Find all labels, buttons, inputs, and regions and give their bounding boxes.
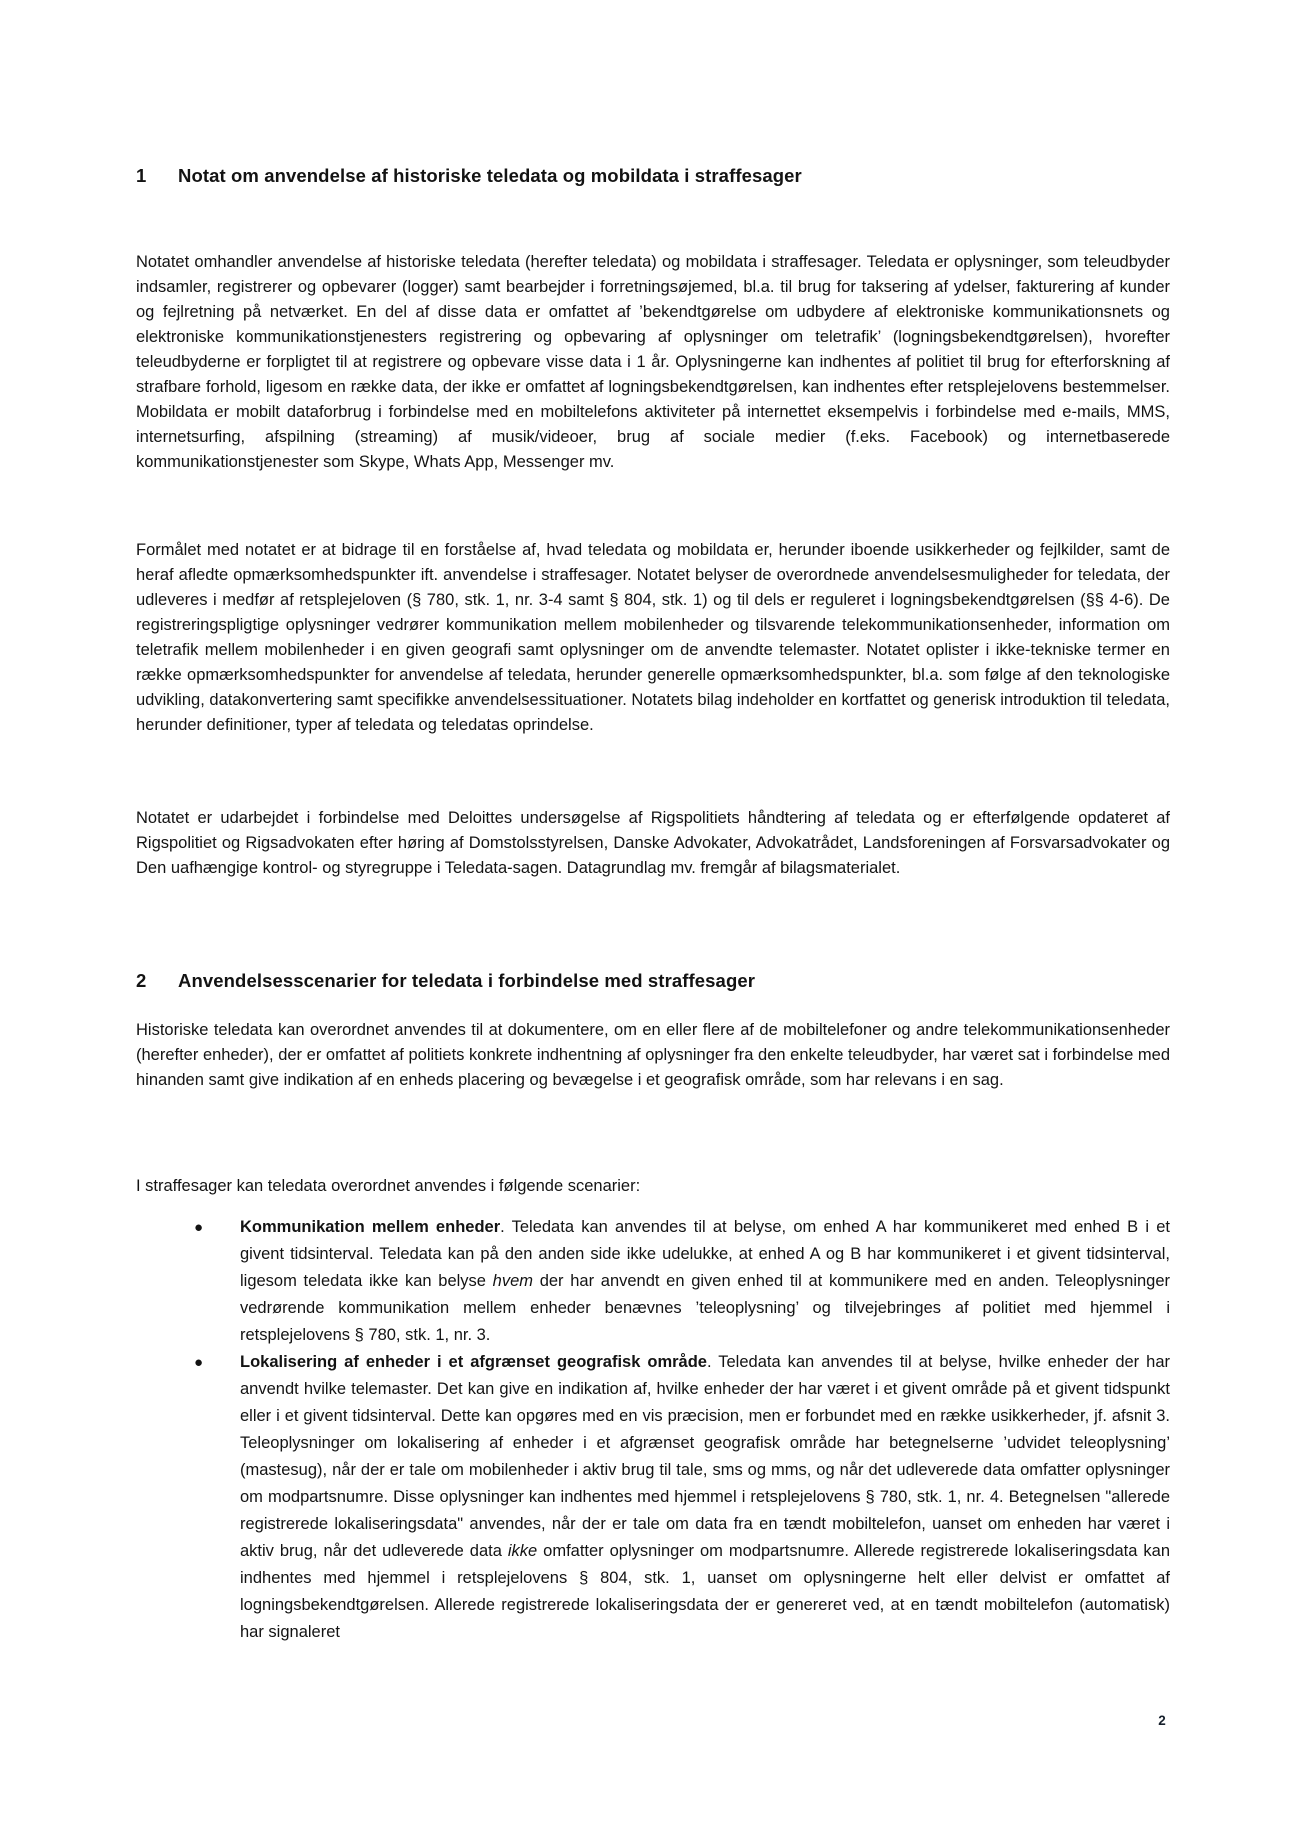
list-item-localization <box>194 1349 1170 1646</box>
paragraph-origin: Notatet er udarbejdet i forbindelse med Deloittes undersøgelse af Rigspolitiets håndtering af teledata og er efterfølgende opdateret af Rigspolitiet og Rigsadvokaten efter høring af Domstolsstyrelsen, Danske Advokater, Advokatrådet, Landsforeningen af Forsvarsadvokater og Den uafhængige kontrol- og styregruppe i Teledata-sagen. Datagrundlag mv. fremgår af bilagsmaterialet. <box>136 809 1170 877</box>
list-item-text: omfatter oplysninger om modpartsnumre. Allerede registrerede lokaliseringsdata kan indhentes med hjemmel i retsplejelovens § 804, stk. 1, uanset om oplysningerne helt eller delvist er omfattet af logningsbekendtgørelsen. Allerede registrerede lokaliseringsdata der er genereret ved, at en tændt mobiltelefon (automatisk) har signaleret <box>240 1542 1170 1641</box>
list-item-communication <box>194 1214 1171 1349</box>
paragraph-scope: Notatet omhandler anvendelse af historiske teledata (herefter teledata) og mobildata i straffesager. Teledata er oplysninger, som teleudbyder indsamler, registrerer og opbevarer (logger) samt bearbejder i forretningsøjemed, bl.a. til brug for taksering af ydelser, fakturering af kunder og fejlretning på netværket. En del af disse data er omfattet af ’bekendtgørelse om udbydere af elektroniske kommunikationsnets og elektroniske kommunikationstjenesters registrering og opbevaring af oplysninger om teletrafik’ (logningsbekendtgørelsen), hvorefter teleudbyderne er forpligtet til at registrere og opbevare visse data i 1 år. Oplysningerne kan indhentes af politiet til brug for efterforskning af strafbare forhold, ligesom en række data, der ikke er omfattet af logningsbekendtgørelsen, kan indhentes efter retsplejelovens bestemmelser. Mobildata er mobilt dataforbrug i forbindelse med en mobiltelefons aktiviteter på internettet eksempelvis i forbindelse med e-mails, MMS, internetsurfing, afspilning (streaming) af musik/videoer, brug af sociale medier (f.eks. Facebook) og internetbaserede kommunikationstjenester som Skype, Whats App, Messenger mv. <box>136 253 1170 471</box>
list-item-lead: Lokalisering af enheder i et afgrænset geografisk område <box>240 1353 707 1371</box>
section-title: Notat om anvendelse af historiske teledata og mobildata i straffesager <box>178 165 802 186</box>
bullet-icon: ● <box>194 1219 204 1236</box>
paragraph-usage-overview: Historiske teledata kan overordnet anvendes til at dokumentere, om en eller flere af de mobiltelefoner og andre telekommunikationsenheder (herefter enheder), der er omfattet af politiets konkrete indhentning af oplysninger fra den enkelte teleudbyder, har været sat i forbindelse med hinanden samt give indikation af en enheds placering og bevægelse i et geografisk område, som har relevans i en sag. <box>136 1021 1170 1089</box>
bullet-icon: ● <box>194 1354 204 1371</box>
section-title: Anvendelsesscenarier for teledata i forbindelse med straffesager <box>178 970 756 991</box>
section-number: 2 <box>136 970 147 991</box>
list-item-text: . Teledata kan anvendes til at belyse, om enhed A har kommunikeret med enhed B i et givent tidsinterval. Teledata kan på den anden side ikke udelukke, at enhed A og B har kommunikeret i et givent tidsinterval, ligesom teledata ikke kan belyse <box>240 1218 1170 1290</box>
section-number: 1 <box>136 165 147 186</box>
scenario-list <box>194 1214 1171 1646</box>
list-item-italic-word: ikke <box>507 1542 538 1560</box>
section-1-heading <box>136 164 802 188</box>
list-item-lead: Kommunikation mellem enheder <box>240 1218 501 1236</box>
section-2-heading <box>136 969 755 993</box>
page-content <box>136 0 1170 1822</box>
list-item-text: . Teledata kan anvendes til at belyse, hvilke enheder der har anvendt hvilke telemaster. Det kan give en indikation af, hvilke enheder der har været i et givent område på et givent tidspunkt eller i et givent tidsinterval. Dette kan opgøres med en vis præcision, men er forbundet med en række usikkerheder, jf. afsnit 3. Teleoplysninger om lokalisering af enheder i et afgrænset geografisk område har betegnelserne ’udvidet teleoplysning’ (mastesug), når der er tale om mobilenheder i aktiv brug til tale, sms og mms, og når det udleverede data omfatter oplysninger om modpartsnumre. Disse oplysninger kan indhentes med hjemmel i retsplejelovens § 780, stk. 1, nr. 4. Betegnelsen "allerede registrerede lokaliseringsdata" anvendes, når der er tale om data fra en tændt mobiltelefon, uanset om enheden har været i aktiv brug, når det udleverede data <box>240 1353 1170 1560</box>
paragraph-purpose: Formålet med notatet er at bidrage til en forståelse af, hvad teledata og mobildata er, herunder iboende usikkerheder og fejlkilder, samt de heraf afledte opmærksomhedspunkter ift. anvendelse i straffesager. Notatet belyser de overordnede anvendelsesmuligheder for teledata, der udleveres i medfør af retsplejeloven (§ 780, stk. 1, nr. 3-4 samt § 804, stk. 1) og til dels er reguleret i logningsbekendtgørelsen (§§ 4-6). De registreringspligtige oplysninger vedrører kommunikation mellem mobilenheder og tilsvarende telekommunikationsenheder, information om teletrafik mellem mobilenheder i en given geografi samt oplysninger om de anvendte telemaster. Notatet oplister i ikke-tekniske termer en række opmærksomhedspunkter for anvendelse af teledata, herunder generelle opmærksomhedspunkter, bl.a. som følge af den teknologiske udvikling, datakonvertering samt specifikke anvendelsessituationer. Notatets bilag indeholder en kortfattet og generisk introduktion til teledata, herunder definitioner, typer af teledata og teledatas oprindelse. <box>136 541 1170 734</box>
page-number: 2 <box>1158 1713 1166 1728</box>
list-item-text: der har anvendt en given enhed til at kommunikere med en anden. Teleoplysninger vedrørende kommunikation mellem enheder benævnes ’teleoplysning’ og tilvejebringes af politiet med hjemmel i retsplejelovens § 780, stk. 1, nr. 3. <box>240 1272 1171 1344</box>
paragraph-scenarios-intro: I straffesager kan teledata overordnet anvendes i følgende scenarier: <box>136 1177 641 1195</box>
list-item-italic-word: hvem <box>492 1272 534 1290</box>
